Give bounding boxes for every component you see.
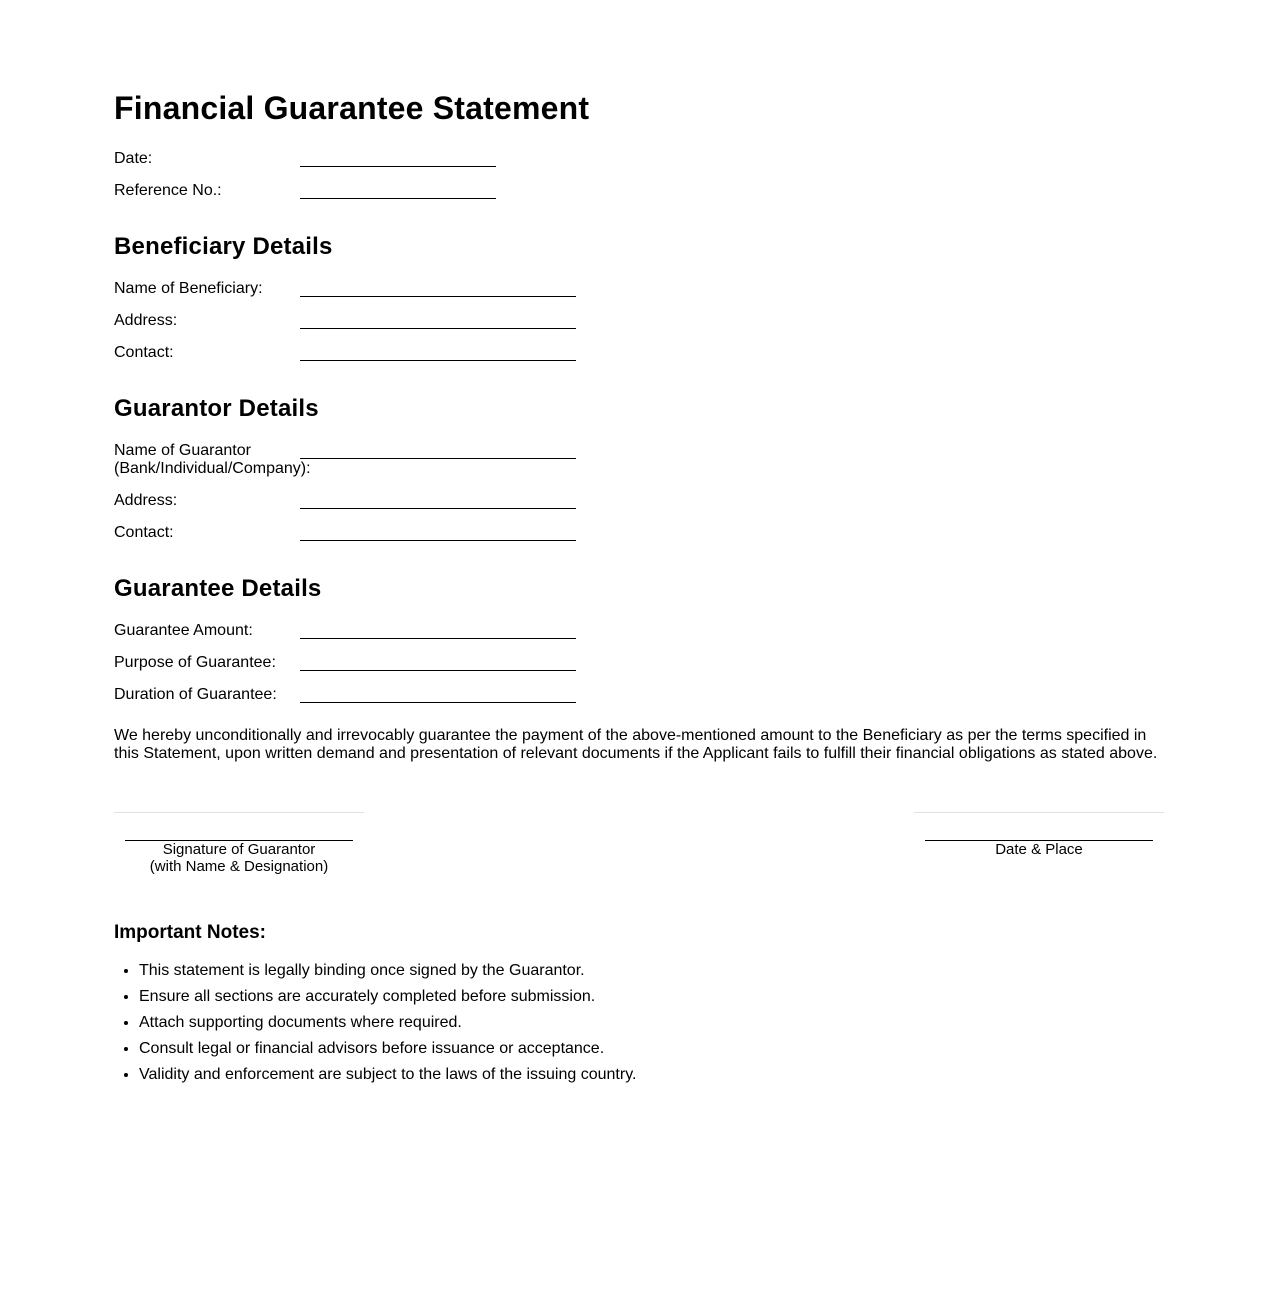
date-place-label: Date & Place <box>995 841 1083 858</box>
guarantor-signature-label <box>114 841 364 875</box>
beneficiary-name-blank-line[interactable] <box>300 296 576 297</box>
page-title: Financial Guarantee Statement <box>114 90 590 126</box>
beneficiary-contact-field <box>114 344 714 368</box>
guarantee-duration-label: Duration of Guarantee: <box>114 686 277 703</box>
guarantor-contact-label: Contact: <box>114 524 174 541</box>
beneficiary-contact-blank-line[interactable] <box>300 360 576 361</box>
guarantor-address-blank-line[interactable] <box>300 508 576 509</box>
guarantor-heading: Guarantor Details <box>114 395 319 422</box>
guarantee-statement-text: We hereby unconditionally and irrevocably guarantee the payment of the above-mentioned amount to the Beneficiary as per the terms specified in this Statement, upon written demand and presentation of relevant documents if the Applicant fails to fulfill their financial obligations as stated above. <box>114 727 1158 762</box>
beneficiary-address-field <box>114 312 714 336</box>
guarantee-amount-label: Guarantee Amount: <box>114 622 253 639</box>
beneficiary-name-field <box>114 280 714 304</box>
reference-field <box>114 182 714 206</box>
beneficiary-address-blank-line[interactable] <box>300 328 576 329</box>
guarantee-amount-blank-line[interactable] <box>300 638 576 639</box>
important-notes-heading: Important Notes: <box>114 922 266 943</box>
guarantee-heading: Guarantee Details <box>114 575 322 602</box>
date-field <box>114 150 714 174</box>
guarantor-address-label: Address: <box>114 492 178 509</box>
guarantee-purpose-field <box>114 654 714 678</box>
guarantee-duration-blank-line[interactable] <box>300 702 576 703</box>
note-item: • This statement is legally binding once signed by the Guarantor. <box>139 962 636 980</box>
beneficiary-contact-label: Contact: <box>114 344 174 361</box>
guarantor-signature-label-line1: Signature of Guarantor <box>162 841 316 858</box>
important-notes-list <box>114 962 636 1092</box>
beneficiary-address-label: Address: <box>114 312 178 329</box>
guarantor-name-label <box>114 442 311 478</box>
guarantor-contact-blank-line[interactable] <box>300 540 576 541</box>
guarantor-address-field <box>114 492 714 516</box>
guarantee-purpose-blank-line[interactable] <box>300 670 576 671</box>
guarantee-duration-field <box>114 686 714 710</box>
guarantor-name-label-line1: Name of Guarantor <box>114 442 251 459</box>
guarantee-amount-field <box>114 622 714 646</box>
note-item: • Validity and enforcement are subject to the laws of the issuing country. <box>139 1066 636 1084</box>
date-blank-line[interactable] <box>300 166 496 167</box>
beneficiary-name-label: Name of Beneficiary: <box>114 280 263 297</box>
guarantee-purpose-label: Purpose of Guarantee: <box>114 654 276 671</box>
guarantor-signature-label-line2: (with Name & Designation) <box>149 858 329 875</box>
guarantor-contact-field <box>114 524 714 548</box>
note-item: • Consult legal or financial advisors before issuance or acceptance. <box>139 1040 636 1058</box>
guarantor-name-blank-line[interactable] <box>300 458 576 459</box>
guarantor-name-field <box>114 442 714 482</box>
date-place-signature-block <box>914 812 1164 858</box>
note-item: • Ensure all sections are accurately completed before submission. <box>139 988 636 1006</box>
reference-label: Reference No.: <box>114 182 222 199</box>
note-item: • Attach supporting documents where required. <box>139 1014 636 1032</box>
guarantor-name-label-line2: (Bank/Individual/Company): <box>114 460 311 477</box>
date-label: Date: <box>114 150 153 167</box>
guarantor-signature-block <box>114 812 364 875</box>
beneficiary-heading: Beneficiary Details <box>114 233 333 260</box>
reference-blank-line[interactable] <box>300 198 496 199</box>
